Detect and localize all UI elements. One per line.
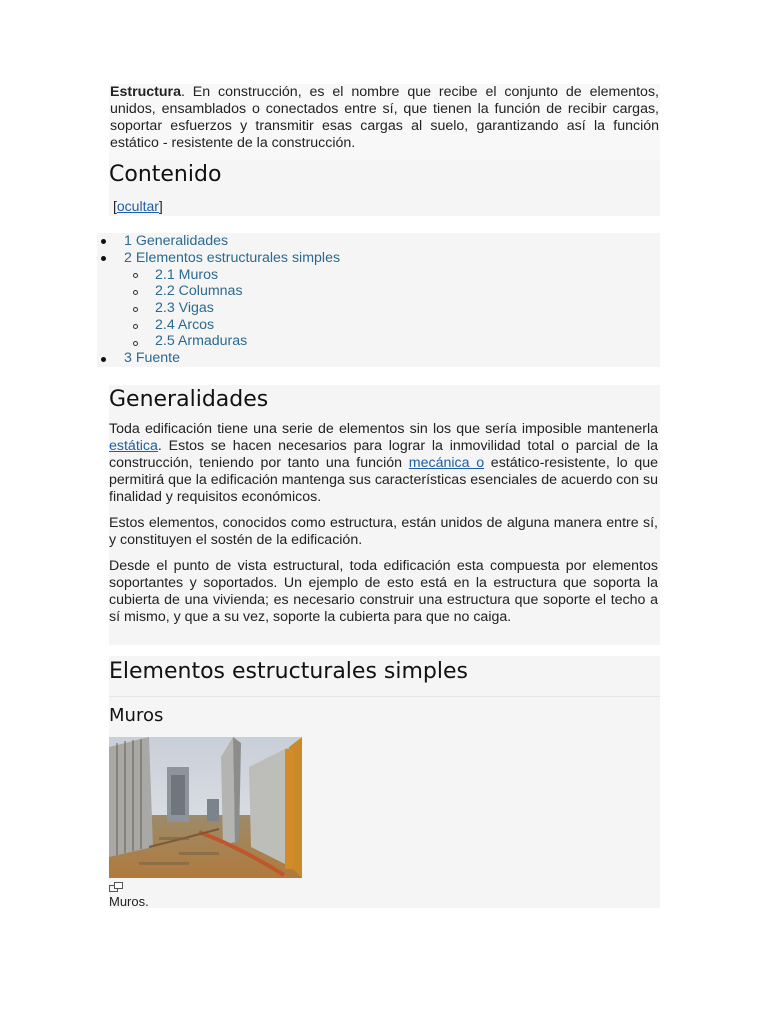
muros-photo[interactable] [109,737,302,878]
toc-toggle: [ocultar] [113,198,163,214]
sub-bullet-icon [133,273,138,278]
toc-title: Contenido [109,162,222,187]
toc-item-arcos[interactable]: 2.4 Arcos [155,317,215,333]
link-mecanica[interactable]: mecánica o [408,455,485,471]
intro-paragraph [109,84,660,160]
sub-bullet-icon [133,324,138,329]
paragraph-1: Toda edificación tiene una serie de elementos sin los que sería imposible mantenerla estática. Estos se hacen necesarios para lograr la inmovilidad total o parcial de la construcción, teniendo por tanto una función mecánica o estático-resistente, lo que permitirá que la edificación mantenga sus características esenciales de acuerdo con su finalidad y requisitos económicos. [109,421,659,505]
link-estatica[interactable]: estática [109,438,158,454]
toc-item-armaduras[interactable]: 2.5 Armaduras [155,333,248,349]
sub-bullet-icon [133,341,138,346]
sub-bullet-icon [133,307,138,312]
toc-item-columnas[interactable]: 2.2 Columnas [155,283,243,299]
toc-item-muros[interactable]: 2.1 Muros [155,267,219,283]
bullet-icon [101,239,106,244]
intro-term: Estructura [110,84,181,100]
section-elementos [109,656,660,908]
toc-item-elementos[interactable]: 2 Elementos estructurales simples [124,250,341,266]
paragraph-2: Estos elementos, conocidos como estructura, están unidos de alguna manera entre sí, y constituyen el sostén de la edificación. [109,515,658,548]
bullet-icon [101,357,106,362]
photo-caption: Muros. [109,894,149,909]
toc-hide-link[interactable]: ocultar [116,198,159,214]
toc-item-fuente[interactable]: 3 Fuente [124,350,181,366]
toc-header [109,160,660,216]
section-generalidades [109,385,660,645]
construction-photo-illustration [109,737,302,878]
toc-item-vigas[interactable]: 2.3 Vigas [155,300,214,316]
toc-item-generalidades[interactable]: 1 Generalidades [124,233,229,249]
heading-elementos: Elementos estructurales simples [109,659,468,684]
toc-list [97,233,660,367]
bullet-icon [101,256,106,261]
heading-muros: Muros [109,705,164,726]
intro-text: . En construcción, es el nombre que recibe el conjunto de elementos, unidos, ensamblados o conectados entre sí, que tienen la función de recibir cargas, soportar esfuerzos y transmitir esas cargas al suelo, garantizando así la función estático - resistente de la construcción. [110,84,659,151]
sub-bullet-icon [133,290,138,295]
heading-generalidades: Generalidades [109,387,269,412]
paragraph-3: Desde el punto de vista estructural, toda edificación esta compuesta por elementos soportantes y soportados. Un ejemplo de esto está en la estructura que soporta la cubierta de una vivienda; es necesario construir una estructura que soporte el techo a sí mismo, y que a su vez, soporte la cubierta para que no caiga. [109,558,658,625]
enlarge-icon[interactable] [109,882,123,892]
heading-divider [109,696,660,697]
